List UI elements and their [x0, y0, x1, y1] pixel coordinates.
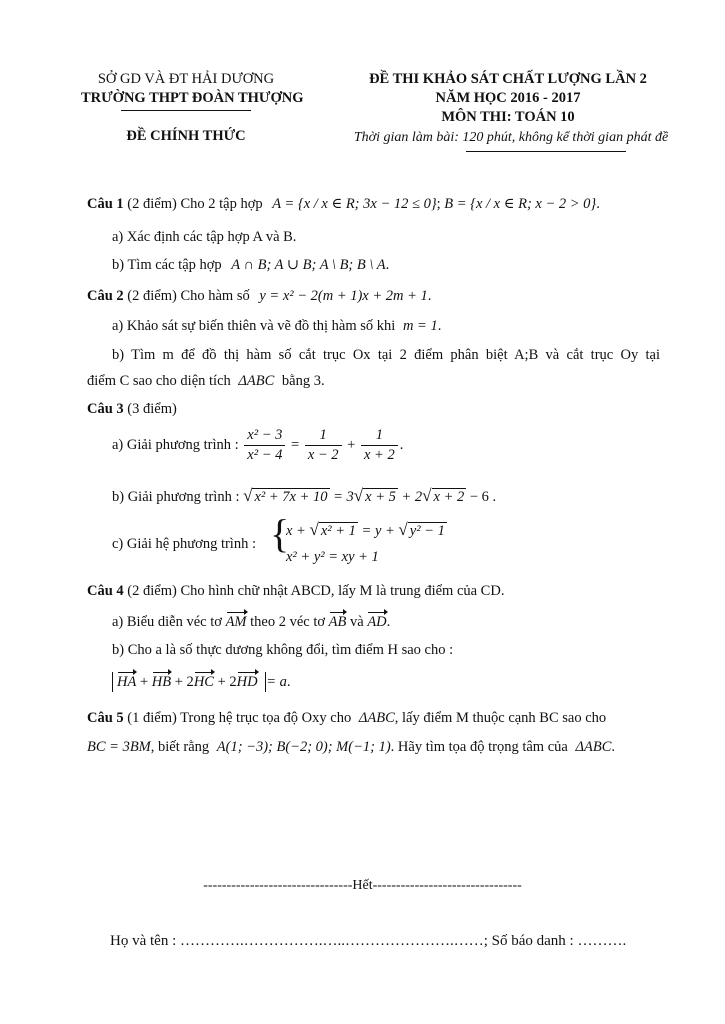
- triangle-abc-centroid: ΔABC: [575, 739, 612, 755]
- radical-2: x + 5: [365, 489, 396, 505]
- end-marker: --------------------------------Hết--------------------------------: [203, 878, 522, 893]
- vector-hb: HB: [151, 674, 172, 690]
- system-brace: {: [270, 511, 290, 556]
- m-value: m = 1: [402, 318, 438, 334]
- exam-title: ĐỀ THI KHẢO SÁT CHẤT LƯỢNG LẦN 2: [369, 71, 647, 87]
- question-5-intro: (1 điểm) Trong hệ trục tọa độ Oxy cho: [127, 710, 352, 726]
- vector-am: AM: [225, 614, 247, 630]
- fraction-3: $\frac{1}{x + 2}$: [361, 427, 398, 464]
- question-3-label: Câu 3: [87, 401, 124, 417]
- question-2b-end: bằng 3.: [281, 373, 325, 389]
- vector-ad: AD: [367, 614, 387, 630]
- question-5-line2: BC = 3BM, biết rằng A(1; −3); B(−2; 0); M(−1; 1). Hãy tìm tọa độ trọng tâm của ΔABC.: [87, 739, 615, 755]
- time-limit: Thời gian làm bài: 120 phút, không kể thời gian phát đề: [353, 130, 669, 145]
- set-operations: A ∩ B; A ∪ B; A \ B; B \ A: [231, 257, 386, 273]
- header-right-underline: [466, 151, 626, 152]
- coef-3: = 3: [333, 489, 354, 505]
- question-3a: a) Giải phương trình : $\frac{\text{x² − 3}}{\text{x² − 4}}$ = $\frac{1}{x - 2}$ + $\frac{1}{x + 2}$ .: [112, 427, 404, 463]
- constant-term: − 6 .: [469, 489, 497, 505]
- official-label: ĐỀ CHÍNH THỨC: [126, 128, 246, 144]
- system-equation-1: x + √ x² + 1 = y + √ y² − 1: [286, 520, 445, 539]
- set-a: A = {x / x ∈ R; 3x − 12 ≤ 0}: [272, 196, 437, 212]
- question-3b-text: b) Giải phương trình :: [112, 489, 240, 505]
- question-3c-text: c) Giải hệ phương trình :: [112, 536, 256, 552]
- magnitude-value: = a: [266, 674, 287, 690]
- equals-sign: =: [291, 436, 300, 453]
- set-b: B = {x / x ∈ R; x − 2 > 0}: [444, 196, 597, 212]
- question-4a: a) Biểu diễn véc tơ AM theo 2 véc tơ AB và AD.: [112, 614, 391, 630]
- subject: MÔN THI: TOÁN 10: [441, 109, 575, 125]
- question-3-intro: (3 điểm): [127, 401, 177, 417]
- separator: ;: [436, 196, 441, 212]
- question-5: Câu 5 (1 điểm) Trong hệ trục tọa độ Oxy cho ΔABC, lấy điểm M thuộc cạnh BC sao cho: [87, 710, 607, 726]
- question-1b-text: b) Tìm các tập hợp: [112, 257, 222, 273]
- bc-relation: BC = 3BM: [87, 739, 151, 755]
- triangle-abc: ΔABC: [238, 373, 275, 389]
- radical-1: x² + 7x + 10: [254, 489, 328, 505]
- school-name: TRƯỜNG THPT ĐOÀN THƯỢNG: [81, 90, 304, 106]
- fraction-2: $\frac{1}{x - 2}$: [305, 427, 342, 464]
- question-1-intro: (2 điểm) Cho 2 tập hợp: [127, 196, 263, 212]
- radical-3: x + 2: [433, 489, 465, 505]
- question-2a: a) Khảo sát sự biến thiên và vẽ đồ thị hàm số khi m = 1.: [112, 318, 442, 334]
- plus-sign: +: [347, 436, 356, 453]
- question-4-intro: (2 điểm) Cho hình chữ nhật ABCD, lấy M là trung điểm của CD.: [127, 583, 505, 599]
- question-3: [87, 401, 177, 418]
- question-4b: b) Cho a là số thực dương không đổi, tìm điểm H sao cho :: [112, 642, 454, 658]
- question-1: [87, 196, 600, 213]
- question-2-label: Câu 2: [87, 288, 124, 304]
- vector-magnitude: HA + HB + 2HC + 2HD: [112, 672, 266, 692]
- school-year: NĂM HỌC 2016 - 2017: [435, 90, 581, 106]
- system-equation-2: x² + y² = xy + 1: [286, 549, 379, 565]
- triangle-abc-q5: ΔABC: [358, 710, 395, 726]
- question-2a-text: a) Khảo sát sự biến thiên và vẽ đồ thị hàm số khi: [112, 318, 396, 334]
- question-1-label: Câu 1: [87, 196, 124, 212]
- quadratic-function: y = x² − 2(m + 1)x + 2m + 1: [259, 288, 428, 304]
- question-2-intro: (2 điểm) Cho hàm số: [127, 288, 250, 304]
- coef-2: + 2: [401, 489, 423, 505]
- question-5-label: Câu 5: [87, 710, 124, 726]
- fraction-1: $\frac{\text{x² − 3}}{\text{x² − 4}}$: [244, 427, 285, 464]
- question-1b: b) Tìm các tập hợp A ∩ B; A ∪ B; A \ B; B \ A.: [112, 257, 390, 273]
- question-4: [87, 583, 504, 600]
- candidate-info-line: Họ và tên : ………….…………….…..………………….……; Số báo danh : ……….: [110, 933, 627, 949]
- vector-ab: AB: [328, 614, 347, 630]
- question-2b-line1: b) Tìm m để đồ thị hàm số cắt trục Ox tại 2 điểm phân biệt A;B và cắt trục Oy tại: [112, 347, 660, 363]
- question-3a-text: a) Giải phương trình :: [112, 436, 239, 453]
- vector-ha: HA: [117, 674, 137, 690]
- question-2: Câu 2 (2 điểm) Cho hàm số y = x² − 2(m + 1)x + 2m + 1.: [87, 288, 432, 304]
- vector-equation: HA + HB + 2HC + 2HD = a.: [112, 674, 291, 691]
- question-2b-text: điểm C sao cho diện tích: [87, 373, 231, 389]
- header-left-underline: [121, 110, 251, 111]
- question-1a: a) Xác định các tập hợp A và B.: [112, 229, 297, 245]
- question-3b: b) Giải phương trình : √ x² + 7x + 10 = 3√ x + 5 + 2√ x + 2 − 6 .: [112, 486, 497, 505]
- vector-hc: HC: [193, 674, 214, 690]
- point-coordinates: A(1; −3); B(−2; 0); M(−1; 1): [216, 739, 391, 755]
- question-4-label: Câu 4: [87, 583, 124, 599]
- period: .: [596, 196, 600, 212]
- department-name: SỞ GD VÀ ĐT HẢI DƯƠNG: [97, 71, 275, 87]
- vector-hd: HD: [236, 674, 258, 690]
- question-2b-line2: [87, 373, 325, 390]
